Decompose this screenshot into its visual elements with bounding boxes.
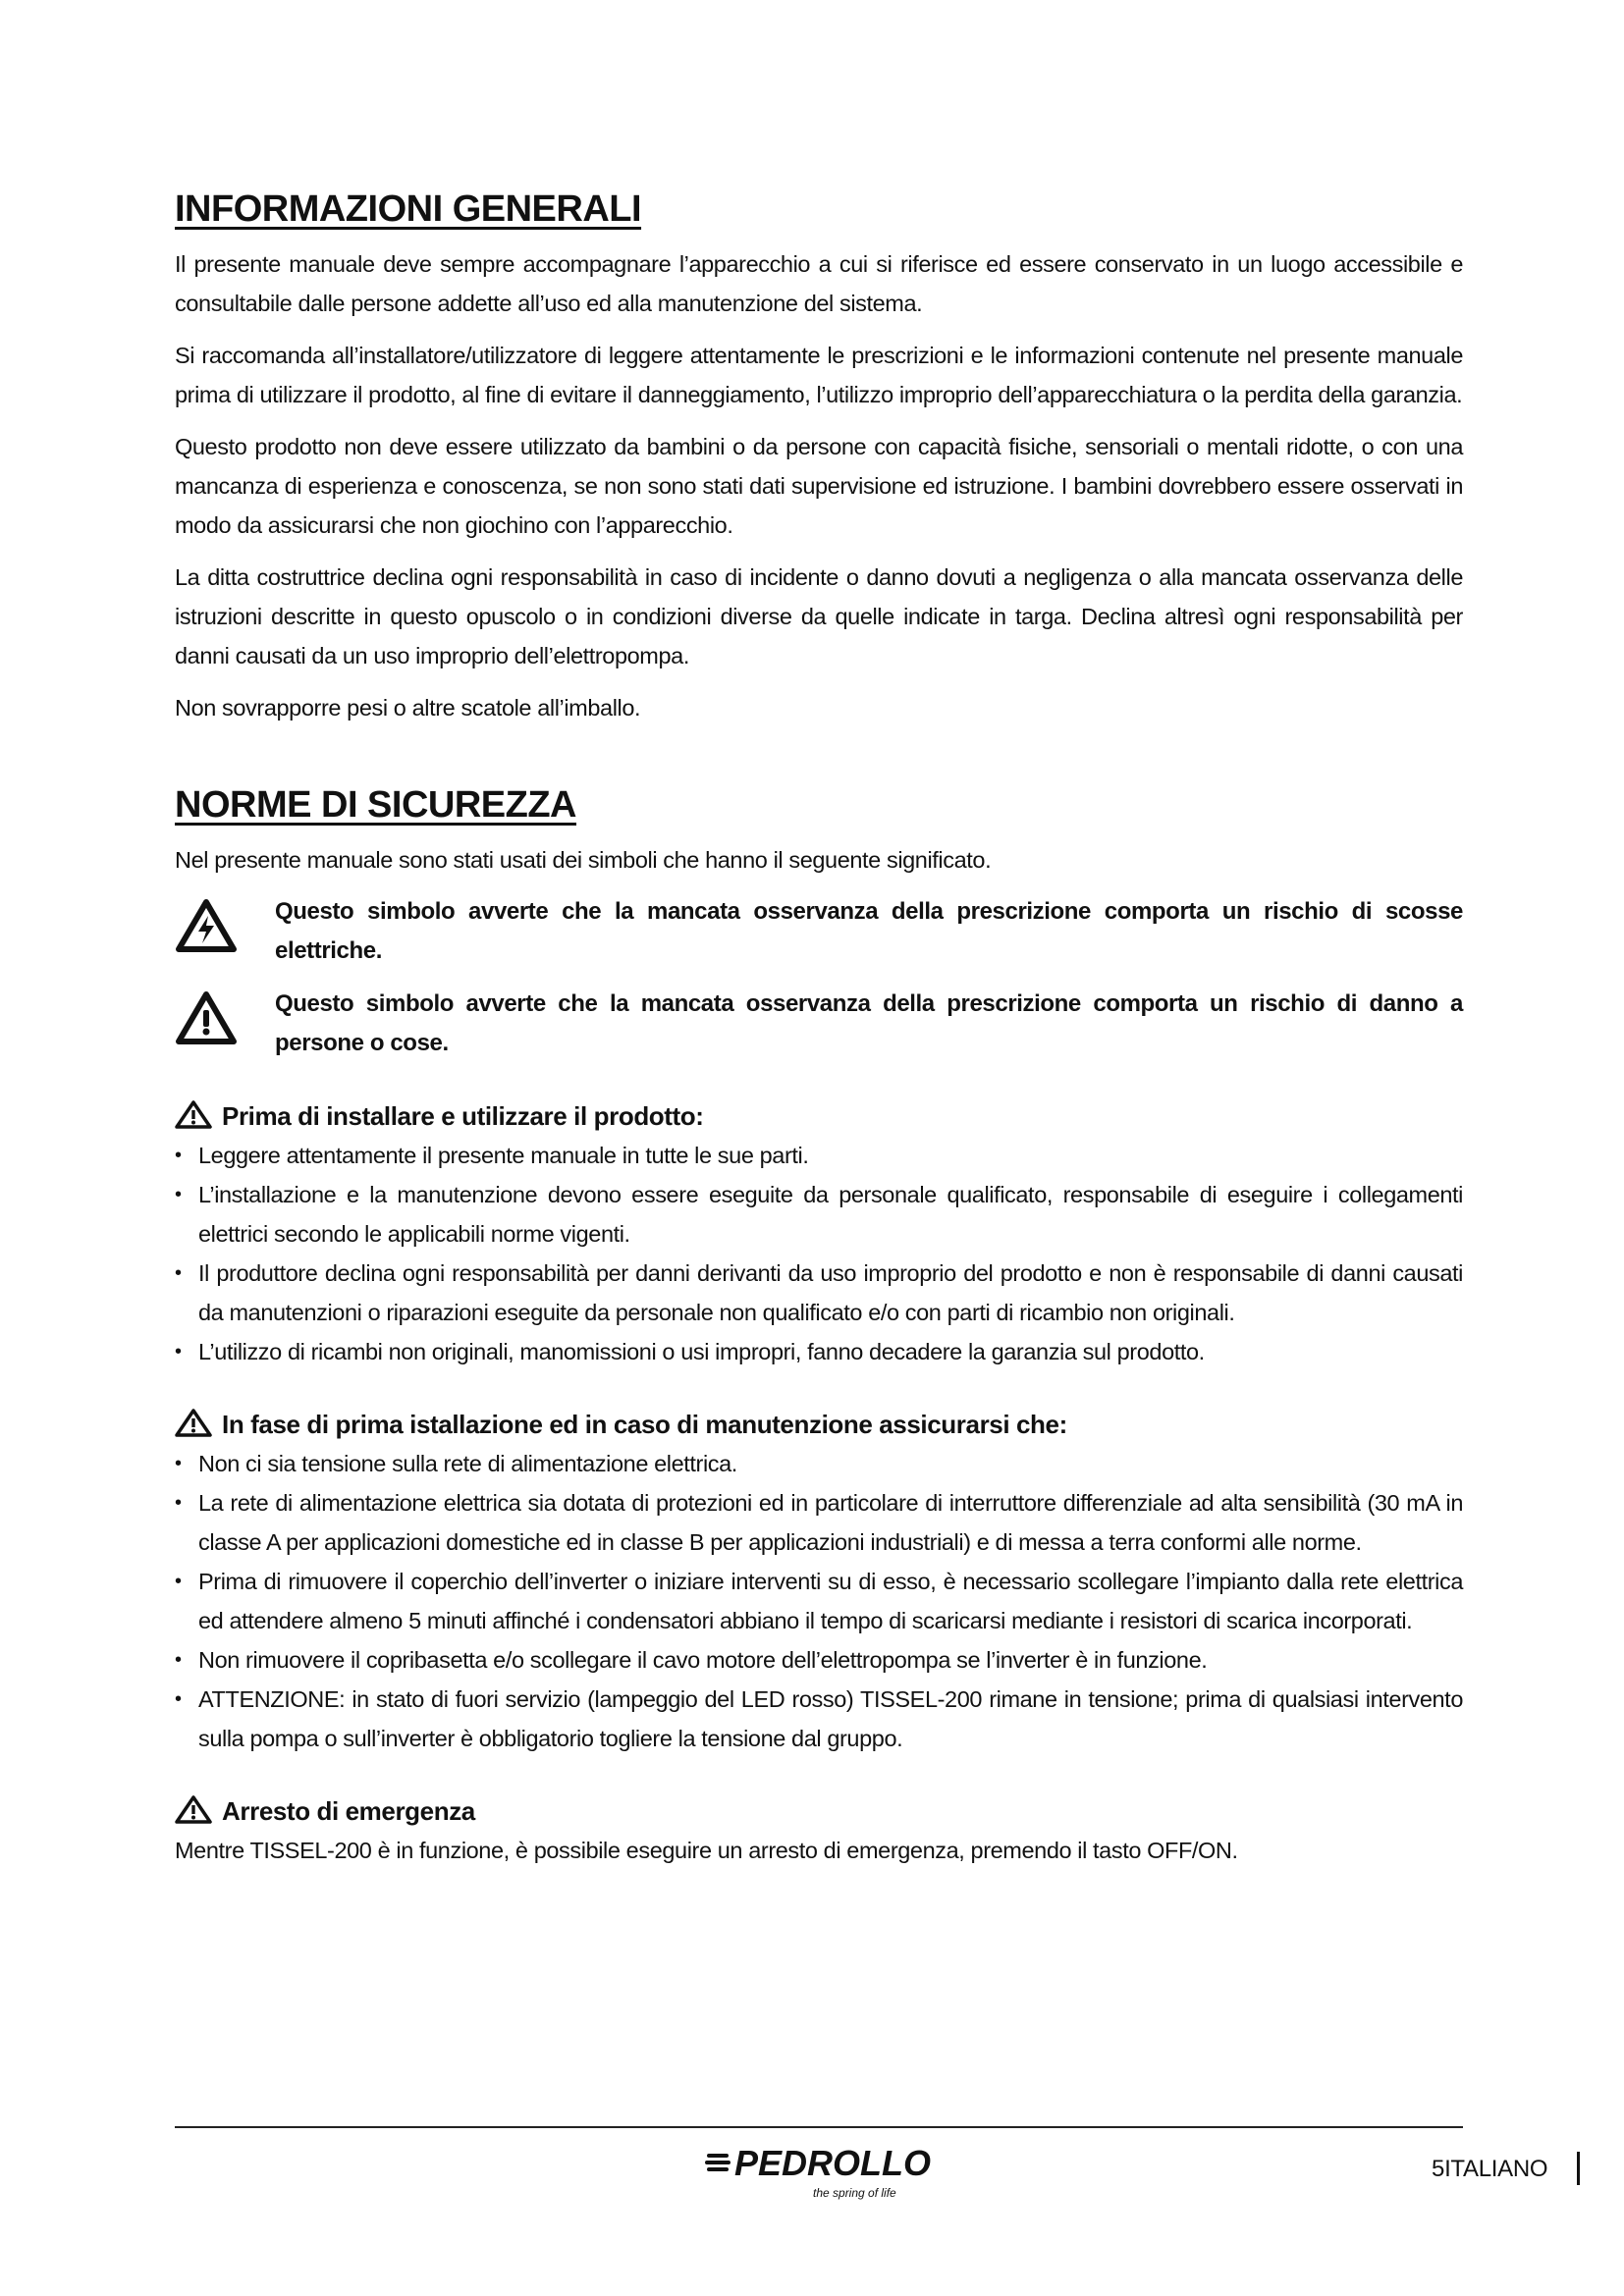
bullet-list [175,1444,1463,1758]
warning-icon [175,1409,214,1440]
list-item: • L’utilizzo di ricambi non originali, manomissioni o usi impropri, fanno decadere la garanzia sul prodotto. [175,1332,1463,1371]
warning-text: Questo simbolo avverte che la mancata osservanza della prescrizione comporta un rischio di danno a persone o cose. [275,990,1463,1056]
language-label: ITALIANO [1444,2156,1548,2182]
subsection-title-text: Prima di installare e utilizzare il prodotto: [222,1100,704,1131]
list-item: • L’installazione e la manutenzione devono essere eseguite da personale qualificato, responsabile di eseguire i collegamenti elettrici secondo le applicabili norme vigenti. [175,1175,1463,1254]
subsection-title-text: In fase di prima istallazione ed in caso di manutenzione assicurarsi che: [222,1409,1067,1439]
page-content [175,188,1463,1883]
pedrollo-logo [705,2136,931,2205]
emergency-stop-text: Mentre TISSEL-200 è in funzione, è possibile eseguire un arresto di emergenza, premendo il tasto OFF/ON. [175,1838,1238,1863]
page-footer-label [1432,2156,1547,2183]
list-item: • Non rimuovere il copribasetta e/o scollegare il cavo motore dell’elettropompa se l’inverter è in funzione. [175,1640,1463,1680]
list-item: • Leggere attentamente il presente manuale in tutte le sue parti. [175,1136,1463,1175]
subsection-title [175,1100,1463,1132]
electric-hazard-icon [175,892,245,960]
page-number: 5 [1432,2156,1445,2182]
warning-icon [175,1795,214,1827]
brand-tagline: the spring of life [813,2186,896,2200]
paragraph: Il presente manuale deve sempre accompagnare l’apparecchio a cui si riferisce ed essere conservato in un luogo accessibile e consultabile dalle persone addette all’uso ed alla manutenzione del sistema. [175,251,1463,316]
subsection-title [175,1795,1463,1827]
section-title-safety-rules: NORME DI SICUREZZA [175,784,576,826]
warning-general [175,985,1463,1063]
list-item: • ATTENZIONE: in stato di fuori servizio (lampeggio del LED rosso) TISSEL-200 rimane in tensione; prima di qualsiasi intervento sulla pompa o sull’inverter è obbligatorio togliere la tensione dal gruppo. [175,1680,1463,1758]
paragraph: Questo prodotto non deve essere utilizzato da bambini o da persone con capacità fisiche, sensoriali o mentali ridotte, o con una mancanza di esperienza e conoscenza, se non sono stati dati supervisione ed istruzione. I bambini dovrebbero essere osservati in modo da assicurarsi che non giochino con l’apparecchio. [175,434,1463,538]
footer-divider [175,2126,1463,2128]
warning-text: Questo simbolo avverte che la mancata osservanza della prescrizione comporta un rischio di scosse elettriche. [275,898,1463,964]
warning-electric [175,892,1463,971]
subsection-title-text: Arresto di emergenza [222,1795,475,1826]
general-hazard-icon [175,985,245,1052]
section-title-general-info: INFORMAZIONI GENERALI [175,188,642,230]
safety-intro: Nel presente manuale sono stati usati dei simboli che hanno il seguente significato. [175,847,992,873]
list-item: • La rete di alimentazione elettrica sia dotata di protezioni ed in particolare di interruttore differenziale ad alta sensibilità (30 mA in classe A per applicazioni domestiche ed in classe B per applicazioni industriali) e di messa a terra conformi alle norme. [175,1483,1463,1562]
warning-icon [175,1100,214,1132]
brand-name: PEDROLLO [734,2143,931,2183]
list-item: • Il produttore declina ogni responsabilità per danni derivanti da uso improprio del prodotto e non è responsabile di danni causati da manutenzioni o riparazioni eseguite da personale non qualificato e/o con parti di ricambio non originali. [175,1254,1463,1332]
paragraph: Non sovrapporre pesi o altre scatole all’imballo. [175,695,641,721]
footer-vertical-bar [1577,2152,1580,2185]
bullet-list [175,1136,1463,1371]
subsection-title [175,1409,1463,1440]
list-item: • Prima di rimuovere il coperchio dell’inverter o iniziare interventi su di esso, è necessario scollegare l’impianto dalla rete elettrica ed attendere almeno 5 minuti affinché i condensatori abbiano il tempo di scaricarsi mediante i resistori di scarica incorporati. [175,1562,1463,1640]
paragraph: Si raccomanda all’installatore/utilizzatore di leggere attentamente le prescrizioni e le informazioni contenute nel presente manuale prima di utilizzare il prodotto, al fine di evitare il danneggiamento, l’utilizzo improprio dell’apparecchiatura o la perdita della garanzia. [175,343,1463,407]
paragraph: La ditta costruttrice declina ogni responsabilità in caso di incidente o danno dovuti a negligenza o alla mancata osservanza delle istruzioni descritte in questo opuscolo o in condizioni diverse da quelle indicate in targa. Declina altresì ogni responsabilità per danni causati da un uso improprio dell’elettropompa. [175,564,1463,668]
list-item: • Non ci sia tensione sulla rete di alimentazione elettrica. [175,1444,1463,1483]
